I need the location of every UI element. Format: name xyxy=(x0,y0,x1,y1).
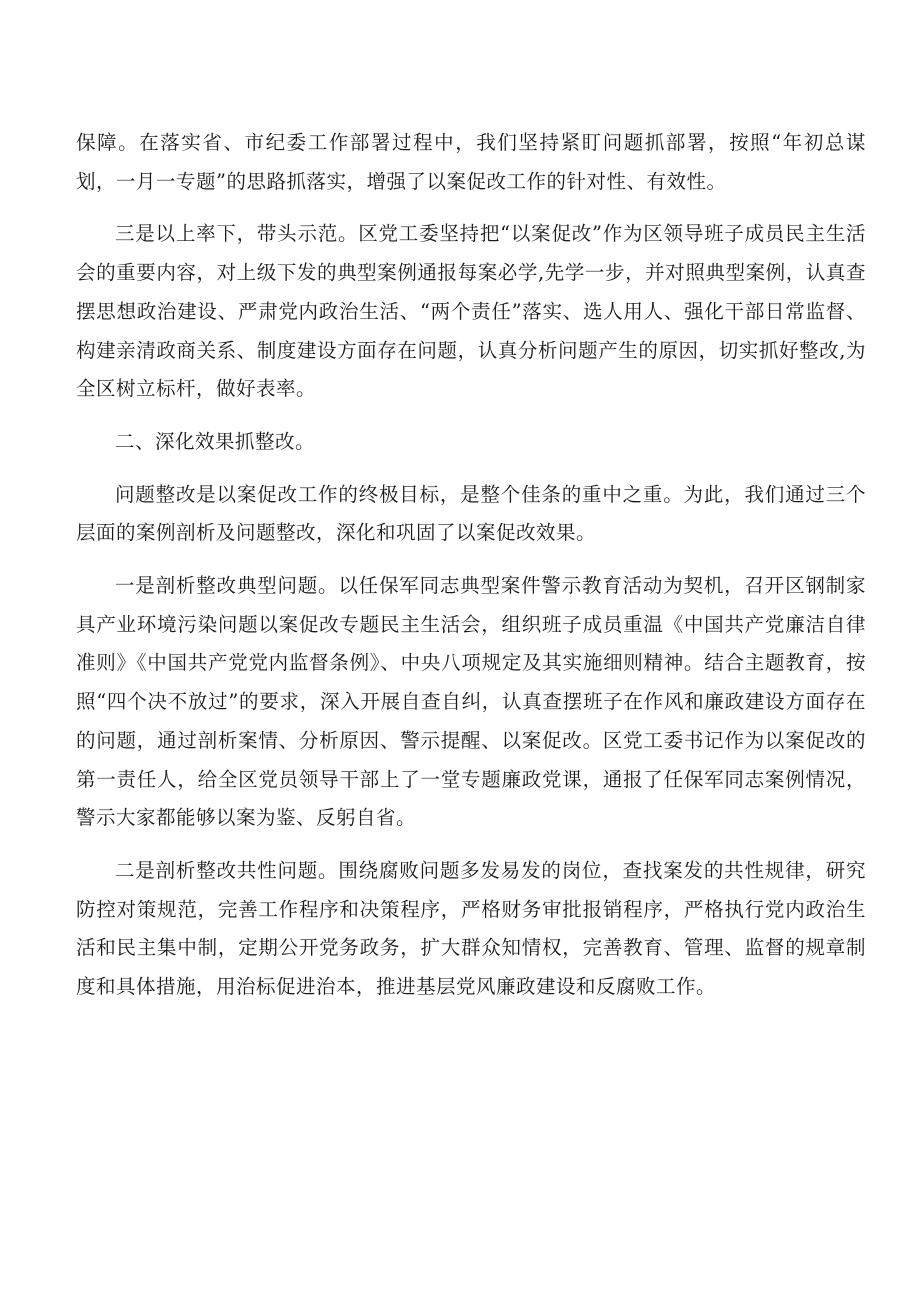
paragraph: 保障。在落实省、市纪委工作部署过程中，我们坚持紧盯问题抓部署，按照“年初总谋划，一月一专题”的思路抓落实，增强了以案促改工作的针对性、有效性。 xyxy=(76,131,866,193)
paragraph: 三是以上率下，带头示范。区党工委坚持把“以案促改”作为区领导班子成员民主生活会的重要内容，对上级下发的典型案例通报每案必学,先学一步，并对照典型案例，认真查摆思想政治建设、严肃党内政治生活、“两个责任”落实、选人用人、强化干部日常监督、构建亲清政商关系、制度建设方面存在问题，认真分析问题产生的原因，切实抓好整改,为全区树立标杆，做好表率。 xyxy=(76,222,866,401)
document-body xyxy=(76,124,866,1007)
section-heading: 二、深化效果抓整改。 xyxy=(115,429,316,453)
paragraph-gap xyxy=(76,201,866,215)
paragraph-gap xyxy=(76,409,866,423)
paragraph: 问题整改是以案促改工作的终极目标，是整个佳条的重中之重。为此，我们通过三个层面的案例剖析及问题整改，深化和巩固了以案促改效果。 xyxy=(76,482,866,545)
paragraph-gap xyxy=(76,838,866,852)
paragraph-gap xyxy=(76,553,866,567)
paragraph: 二是剖析整改共性问题。围绕腐败问题多发易发的岗位，查找案发的共性规律，研究防控对策规范，完善工作程序和决策程序，严格财务审批报销程序，严格执行党内政治生活和民主集中制，定期公开党务政务，扩大群众知情权，完善教育、管理、监督的规章制度和具体措施，用治标促进治本，推进基层党风廉政建设和反腐败工作。 xyxy=(76,858,866,999)
paragraph-gap xyxy=(76,462,866,476)
paragraph: 一是剖析整改典型问题。以任保军同志典型案件警示教育活动为契机，召开区钢制家具产业环境污染问题以案促改专题民主生活会，组织班子成员重温《中国共产党廉洁自律准则》《中国共产党党内监督条例》、中央八项规定及其实施细则精神。结合主题教育，按照“四个决不放过”的要求，深入开展自查自纠，认真查摆班子在作风和廉政建设方面存在的问题，通过剖析案情、分析原因、警示提醒、以案促改。区党工委书记作为以案促改的第一责任人，给全区党员领导干部上了一堂专题廉政党课，通报了任保军同志案例情况，警示大家都能够以案为鉴、反躬自省。 xyxy=(76,574,866,830)
